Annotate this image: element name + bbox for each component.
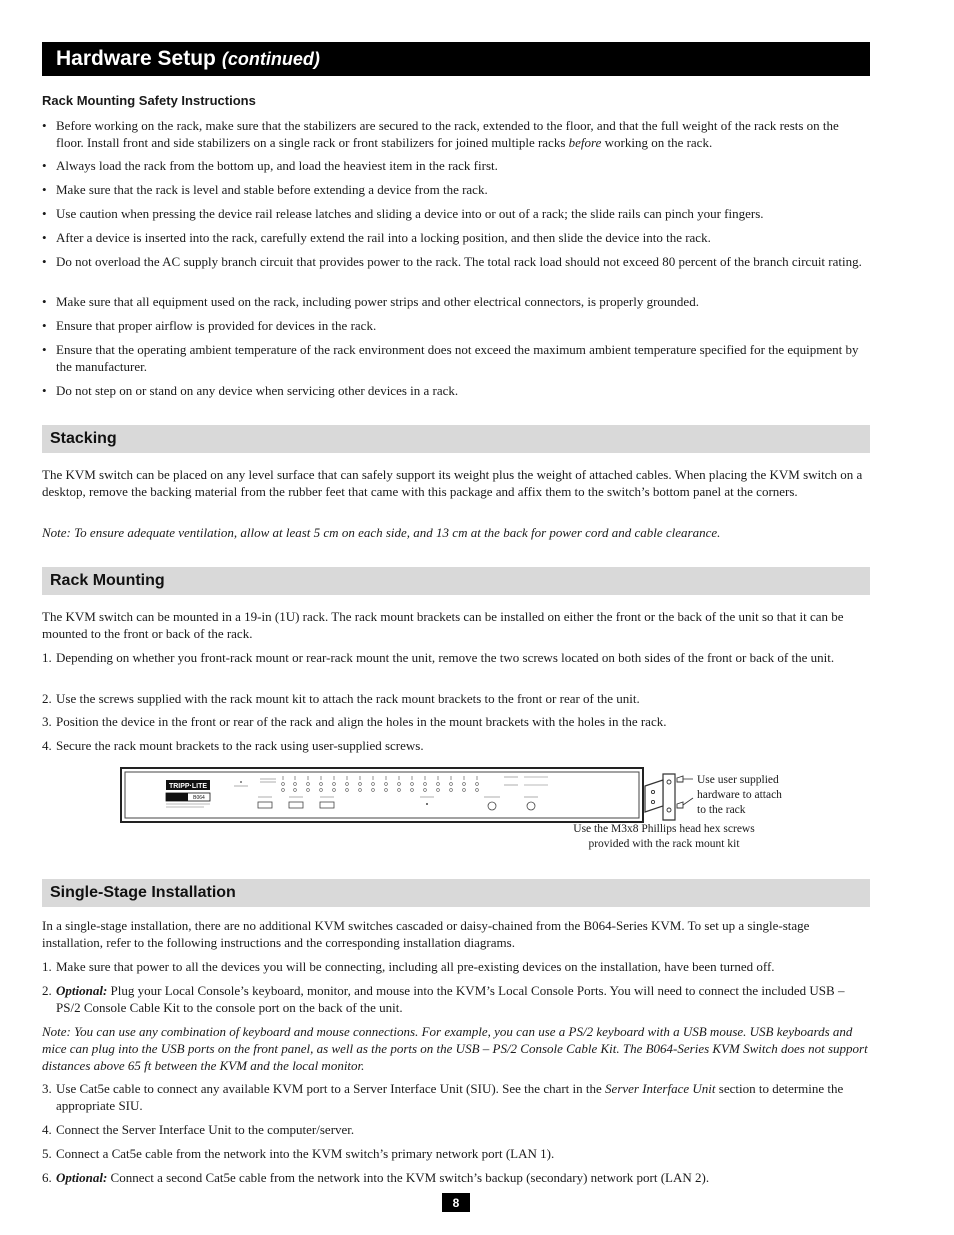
list-item: • Ensure that proper airflow is provided for devices in the rack. xyxy=(42,317,868,334)
list-item xyxy=(42,737,868,754)
list-item: 3. Use Cat5e cable to connect any available KVM port to a Server Interface Unit (SIU). See the chart in the Server Interface Unit section to determine the appropriate SIU. xyxy=(42,1081,844,1113)
rack-mounting-body: The KVM switch can be mounted in a 19-in (1U) rack. The rack mount brackets can be installed on either the front or the back of the unit so that it can be mounted to the front or back of the rack. xyxy=(42,609,844,641)
optional-label: Optional: xyxy=(56,983,108,998)
page-subtitle: (continued) xyxy=(221,48,320,69)
step-number: 1. xyxy=(42,650,52,665)
list-item: • Make sure that all equipment used on the rack, including power strips and other electrical connectors, is properly grounded. xyxy=(42,293,868,310)
step-text: Position the device in the front or rear of the rack and align the holes in the mount brackets with the holes in the rack. xyxy=(56,714,667,729)
single-stage-note: Note: You can use any combination of keyboard and mouse connections. For example, you can use a PS/2 keyboard with a USB mouse. USB keyboards and mice can plug into the USB ports on the front panel, as well as the ports on the USB – PS/2 Console Cable Kit. The B064-Series KVM Switch does not support distances above 65 ft between the KVM and the local monitor. xyxy=(42,1024,868,1073)
list-item-text: Make sure that the rack is level and stable before extending a device from the rack. xyxy=(56,182,488,197)
page-title: Hardware Setup xyxy=(56,47,216,70)
list-item: • Make sure that the rack is level and stable before extending a device from the rack. xyxy=(42,181,868,198)
list-item: 6. Optional: Connect a second Cat5e cable from the network into the KVM switch’s backup (secondary) network port (LAN 2). xyxy=(42,1170,710,1185)
model-label: B064 xyxy=(193,795,205,801)
safety-heading: Rack Mounting Safety Instructions xyxy=(42,93,256,108)
kvm-front-panel-illustration xyxy=(120,766,645,824)
section-title: Single-Stage Installation xyxy=(50,884,236,901)
step-text: Secure the rack mount brackets to the rack using user-supplied screws. xyxy=(56,738,424,753)
list-item-text: Ensure that proper airflow is provided for devices in the rack. xyxy=(56,318,377,333)
list-item: • Do not overload the AC supply branch circuit that provides power to the rack. The total rack load should not exceed 80 percent of the branch circuit rating. xyxy=(42,253,868,270)
list-item: • Always load the rack from the bottom up, and load the heaviest item in the rack first. xyxy=(42,157,868,174)
step-text: Depending on whether you front-rack mount or rear-rack mount the unit, remove the two screws located on both sides of the front or back of the unit. xyxy=(56,650,835,665)
section-header-single-stage xyxy=(42,879,870,907)
rack-bracket-icon xyxy=(641,770,695,824)
list-item xyxy=(42,690,868,707)
list-item-text: After a device is inserted into the rack, carefully extend the rail into a locking position, and then slide the device into the rack. xyxy=(56,230,711,245)
list-item: 4. Connect the Server Interface Unit to the computer/server. xyxy=(42,1122,355,1137)
list-item: • Ensure that the operating ambient temperature of the rack environment does not exceed the maximum ambient temperature specified for the equipment by the manufacturer. xyxy=(42,341,868,375)
list-item: 5. Connect a Cat5e cable from the network into the KVM switch’s primary network port (LAN 1). xyxy=(42,1146,555,1161)
callout-rack-hardware: Use user supplied hardware to attach to the rack xyxy=(697,774,782,816)
page-number: 8 xyxy=(442,1193,470,1212)
list-item: • Do not step on or stand on any device when servicing other devices in a rack. xyxy=(42,382,868,399)
callout-screws: Use the M3x8 Phillips head hex screws provided with the rack mount kit xyxy=(573,823,755,850)
section-title: Rack Mounting xyxy=(50,572,165,589)
list-item-text: Use caution when pressing the device rail release latches and sliding a device into or out of a rack; the slide rails can pinch your fingers. xyxy=(56,206,764,221)
list-item-text: Do not step on or stand on any device when servicing other devices in a rack. xyxy=(56,383,459,398)
step-number: 3. xyxy=(42,714,52,729)
step-text: Use the screws supplied with the rack mount kit to attach the rack mount brackets to the front or rear of the unit. xyxy=(56,691,640,706)
list-item-text: Ensure that the operating ambient temperature of the rack environment does not exceed the maximum ambient temperature specified for the equipment by the manufacturer. xyxy=(56,342,859,374)
step-number: 4. xyxy=(42,738,52,753)
list-item: • After a device is inserted into the rack, carefully extend the rail into a locking position, and then slide the device into the rack. xyxy=(42,229,868,246)
list-item: 1. Make sure that power to all the devices you will be connecting, including all pre-existing devices on the installation, have been turned off. xyxy=(42,959,775,974)
section-header-rack-mounting xyxy=(42,567,870,595)
section-title: Stacking xyxy=(50,430,117,447)
page-header xyxy=(42,42,870,76)
list-item-text: Always load the rack from the bottom up, and load the heaviest item in the rack first. xyxy=(56,158,498,173)
list-item xyxy=(42,117,868,151)
list-item xyxy=(42,713,868,730)
optional-label: Optional: xyxy=(56,1170,108,1185)
list-item-text: Do not overload the AC supply branch circuit that provides power to the rack. The total rack load should not exceed 80 percent of the branch circuit rating. xyxy=(56,254,862,269)
list-item: 2. Optional: Plug your Local Console’s keyboard, monitor, and mouse into the KVM’s Local Console Ports. You will need to connect the included USB – PS/2 Console Cable Kit to the console port on the back of the unit. xyxy=(42,983,845,1015)
list-item-text: Make sure that all equipment used on the rack, including power strips and other electrical connectors, is properly grounded. xyxy=(56,294,699,309)
list-item-text: Before working on the rack, make sure that the stabilizers are secured to the rack, extended to the floor, and that the full weight of the rack rests on the floor. Install front and side stabilizers on a single rack or front stabilizers for joined multiple racks before working on the rack. xyxy=(56,118,839,150)
stacking-body: The KVM switch can be placed on any level surface that can safely support its weight plus the weight of attached cables. When placing the KVM switch on a desktop, remove the backing material from the rubber feet that came with this package and affix them to the switch’s bottom panel at the corners. xyxy=(42,467,863,499)
brand-logo-text: TRIPP·LITE xyxy=(168,783,208,790)
list-item: • Use caution when pressing the device rail release latches and sliding a device into or out of a rack; the slide rails can pinch your fingers. xyxy=(42,205,868,222)
bullet-mark: • xyxy=(42,118,47,133)
section-header-stacking xyxy=(42,425,870,453)
stacking-note: Note: To ensure adequate ventilation, allow at least 5 cm on each side, and 13 cm at the back for power cord and cable clearance. xyxy=(42,525,721,540)
single-stage-intro: In a single-stage installation, there are no additional KVM switches cascaded or daisy-chained from the B064-Series KVM. To set up a single-stage installation, refer to the following instructions and the corresponding installation diagrams. xyxy=(42,918,810,950)
list-item xyxy=(42,649,868,666)
step-number: 2. xyxy=(42,691,52,706)
